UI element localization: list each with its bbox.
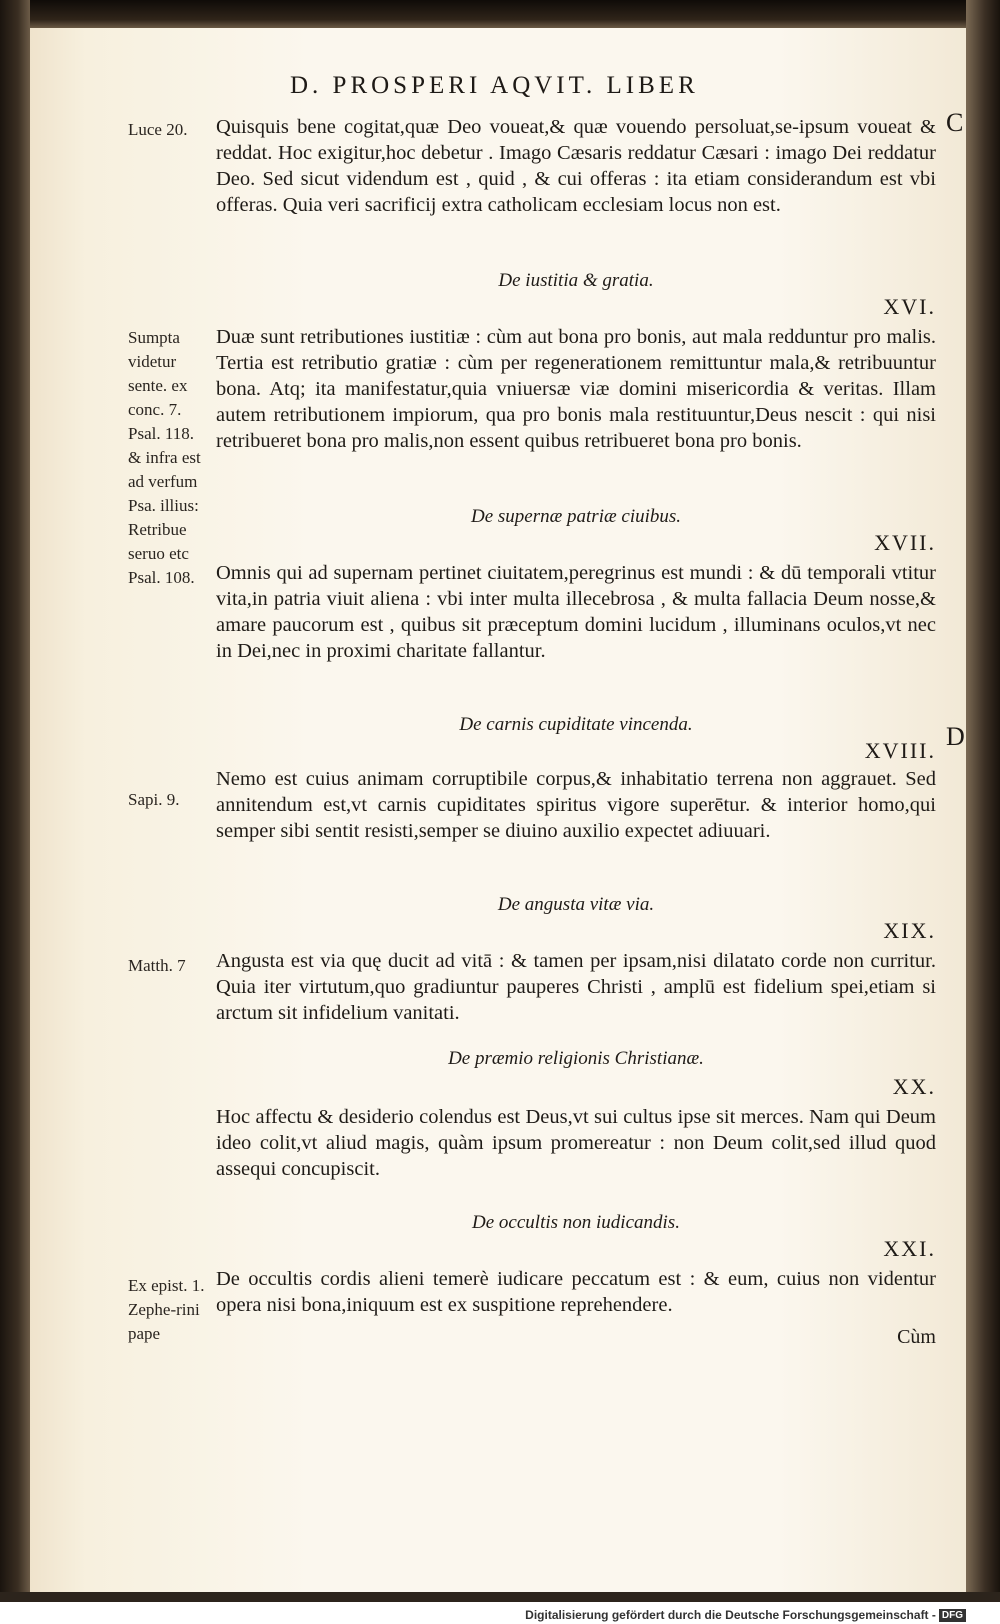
margin-note-sumpta: Sumpta videtur sente. ex conc. 7. Psal. 118. & infra est ad verfum Psa. illius: Retribue seruo etc Psal. 108. bbox=[128, 328, 201, 587]
margin-note-sapi: Sapi. 9. bbox=[128, 790, 180, 809]
margin-note-matth: Matth. 7 bbox=[128, 956, 186, 975]
section-number: XVI. bbox=[883, 294, 936, 319]
margin-note-luce: Luce 20. bbox=[128, 120, 188, 139]
catchword: Cùm bbox=[897, 1326, 936, 1348]
footer-credit bbox=[525, 1608, 966, 1622]
section-paragraph: Omnis qui ad supernam pertinet ciuitatem,peregrinus est mundi : & dū temporali vtitur vita,in patria viuit aliena : vbi inter multa illecebrosa , & multa fallacia Deum nosse,& amare paucorum est , quibus sit præceptum domini lucidum , illuminans oculos,vt nec in Dei,nec in proximi charitate fallantur. bbox=[216, 562, 936, 662]
section-title: De occultis non iudicandis. bbox=[472, 1212, 680, 1233]
page-right-edge bbox=[966, 0, 1000, 1624]
section-title: De iustitia & gratia. bbox=[498, 270, 654, 291]
section-title: De supernæ patriæ ciuibus. bbox=[470, 506, 682, 527]
scan-bottom-edge bbox=[0, 1592, 1000, 1602]
section-paragraph: Angusta est via quę ducit ad vitā : & tamen per ipsam,nisi dilatato corde non curritur. Quia iter virtutum,quo gradiuntur pauperes Christi , amplū est fidelium spei,etiam si arctum sit infidelium vanitati. bbox=[216, 950, 936, 1024]
page-section-letter-c: C bbox=[946, 108, 964, 137]
dfg-logo: DFG bbox=[939, 1609, 966, 1622]
section-paragraph: De occultis cordis alieni temerè iudicare peccatum est : & eum, cuius non videntur opera nisi bona,iniquum est ex suspitione reprehendere. bbox=[216, 1268, 936, 1316]
section-title: De carnis cupiditate vincenda. bbox=[459, 714, 693, 735]
section-paragraph: Quisquis bene cogitat,quæ Deo voueat,& quæ vouendo persoluat,se-ipsum voueat & reddat. Hoc exigitur,hoc debetur . Imago Cæsaris reddatur Cæsari : imago Dei reddatur Deo. Sed sicut videndum est , quid , & cui offeras : ita etiam considerandum est vbi offeras. Quia veri sacrificij extra catholicam ecclesiam locus non est. bbox=[216, 116, 936, 216]
section-title: De præmio religionis Christianæ. bbox=[448, 1048, 704, 1069]
section-title: De angusta vitæ via. bbox=[497, 894, 655, 915]
section-number: XX. bbox=[892, 1074, 936, 1099]
running-header: D. PROSPERI AQVIT. LIBER bbox=[290, 72, 699, 99]
section-number: XVIII. bbox=[864, 738, 936, 763]
section-number: XXI. bbox=[883, 1236, 936, 1261]
book-spine-edge bbox=[0, 0, 30, 1624]
footer-credit-text: Digitalisierung gefördert durch die Deutsche Forschungsgemeinschaft - bbox=[525, 1607, 936, 1622]
section-paragraph: Hoc affectu & desiderio colendus est Deus,vt sui cultus ipse sit merces. Nam qui Deum ideo colit,vt aliud magis, quàm ipsum promereatur : non Deum colit,sed illud quod assequi concupiscit. bbox=[216, 1106, 936, 1180]
section-number: XVII. bbox=[874, 530, 936, 555]
margin-note-zepherini: Ex epist. 1. Zephe-rini pape bbox=[128, 1276, 205, 1343]
section-paragraph: Nemo est cuius animam corruptibile corpus,& inhabitatio terrena non aggrauet. Sed annitendum est,vt carnis cupiditates spiritus vigore superētur. & interior homo,qui semper sibi sentit resisti,semper se diuino auxilio expectet adiuuari. bbox=[216, 768, 936, 842]
page-section-letter-d: D bbox=[946, 722, 965, 751]
section-number: XIX. bbox=[883, 918, 936, 943]
scan-top-edge bbox=[0, 0, 1000, 28]
section-paragraph: Duæ sunt retributiones iustitiæ : cùm aut bona pro bonis, aut mala redduntur pro malis. Tertia est retributio gratiæ : cùm per regenerationem remittuntur mala,& retribuuntur bona. Atq; ita manifestatur,quia vniuersæ viæ domini misericordia & veritas. Illam autem retributionem impiorum, qua pro bonis mala restituuntur,Deus nescit : qui nisi retribueret bona pro malis,non essent quibus retribueret bona pro bonis. bbox=[216, 326, 936, 452]
digitization-footer bbox=[0, 1602, 1000, 1624]
